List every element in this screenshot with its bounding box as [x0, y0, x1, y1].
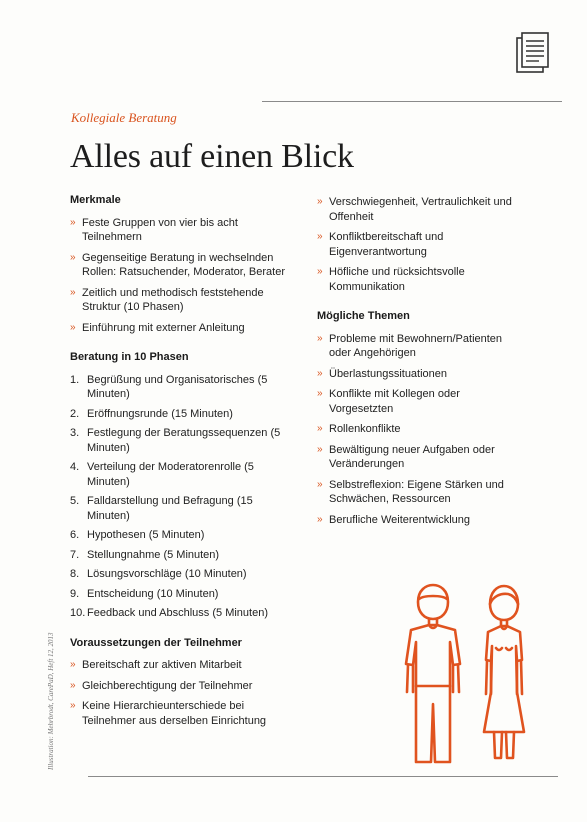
list-item: » Höfliche und rücksichtsvolle Kommunikation — [317, 265, 522, 294]
list-item — [70, 460, 295, 489]
themen-list — [317, 332, 522, 528]
list-item: » Zeitlich und methodisch feststehende Struktur (10 Phasen) — [70, 286, 295, 315]
list-item: » Bereitschaft zur aktiven Mitarbeit — [70, 658, 295, 673]
bottom-divider — [88, 776, 558, 777]
werte-list — [317, 195, 522, 294]
man-figure — [406, 585, 460, 762]
list-item: » Konfliktbereitschaft und Eigenverantwortung — [317, 230, 522, 259]
section-heading-phasen: Beratung in 10 Phasen — [70, 351, 189, 363]
phase-number: 5. — [70, 495, 80, 507]
page-title: Alles auf einen Blick — [70, 138, 354, 175]
voraussetzungen-list — [70, 658, 295, 728]
phase-number: 2. — [70, 407, 80, 420]
list-item: » Keine Hierarchieunterschiede bei Teilnehmer aus derselben Einrichtung — [70, 699, 295, 728]
right-column — [317, 195, 522, 542]
section-heading-voraussetzungen: Voraussetzungen der Teilnehmer — [70, 636, 242, 649]
phase-text: Falldarstellung und Befragung (15 Minuten) — [87, 495, 253, 522]
phase-text: Verteilung der Moderatorenrolle (5 Minuten) — [87, 461, 254, 488]
section-werte — [317, 195, 522, 294]
phase-text: Hypothesen (5 Minuten) — [87, 529, 205, 541]
phase-number: 3. — [70, 427, 80, 439]
phase-number: 4. — [70, 461, 80, 473]
section-merkmale — [70, 193, 295, 335]
section-heading-themen: Mögliche Themen — [317, 310, 410, 322]
list-item: » Berufliche Weiterentwicklung — [317, 513, 522, 528]
list-item: » Rollenkonflikte — [317, 422, 522, 437]
list-item — [70, 407, 295, 422]
phase-number: 1. — [70, 373, 80, 386]
people-illustration — [398, 582, 538, 767]
phase-text: Lösungsvorschläge (10 Minuten) — [87, 568, 247, 580]
section-voraussetzungen — [70, 636, 295, 729]
merkmale-list — [70, 216, 295, 336]
list-item: » Feste Gruppen von vier bis acht Teilnehmern — [70, 216, 295, 245]
phase-text: Feedback und Abschluss (5 Minuten) — [87, 607, 268, 619]
list-item — [70, 587, 295, 602]
list-item — [70, 494, 295, 523]
illustration-credit: Illustration: Mehrbrodt, CarePaD, Heft 12, 2013 — [47, 632, 55, 770]
list-item: » Überlastungssituationen — [317, 367, 522, 382]
phase-text: Eröffnungsrunde (15 Minuten) — [87, 407, 233, 420]
list-item: » Gegenseitige Beratung in wechselnden Rollen: Ratsuchender, Moderator, Berater — [70, 251, 295, 280]
list-item: » Gleichberechtigung der Teilnehmer — [70, 679, 295, 694]
phase-number: 7. — [70, 548, 80, 561]
left-column — [70, 193, 295, 743]
list-item: » Selbstreflexion: Eigene Stärken und Schwächen, Ressourcen — [317, 478, 522, 507]
phase-number: 9. — [70, 587, 80, 600]
phase-text: Entscheidung (10 Minuten) — [87, 587, 219, 600]
section-phasen — [70, 350, 295, 621]
phase-number: 10. — [70, 607, 86, 619]
top-divider — [262, 101, 562, 102]
phase-number: 6. — [70, 529, 80, 541]
list-item: » Konflikte mit Kollegen oder Vorgesetzten — [317, 387, 522, 416]
phase-text: Festlegung der Beratungssequenzen (5 Minuten) — [87, 427, 281, 454]
list-item — [70, 426, 295, 455]
phase-number: 8. — [70, 568, 80, 580]
section-heading-merkmale: Merkmale — [70, 194, 121, 206]
list-item — [70, 567, 295, 582]
kicker: Kollegiale Beratung — [71, 110, 177, 125]
list-item — [70, 606, 295, 621]
woman-figure — [484, 586, 524, 758]
document-icon — [515, 30, 553, 76]
phase-text: Stellungnahme (5 Minuten) — [87, 548, 220, 561]
list-item — [70, 373, 295, 402]
list-item: » Verschwiegenheit, Vertraulichkeit und Offenheit — [317, 195, 522, 224]
list-item: » Bewältigung neuer Aufgaben oder Veränderungen — [317, 443, 522, 472]
list-item: » Probleme mit Bewohnern/Patienten oder Angehörigen — [317, 332, 522, 361]
phase-text: Begrüßung und Organisatorisches (5 Minuten) — [87, 373, 268, 400]
list-item: » Einführung mit externer Anleitung — [70, 321, 295, 336]
phasen-list — [70, 373, 295, 621]
list-item — [70, 548, 295, 563]
list-item — [70, 528, 295, 543]
section-themen — [317, 309, 522, 527]
